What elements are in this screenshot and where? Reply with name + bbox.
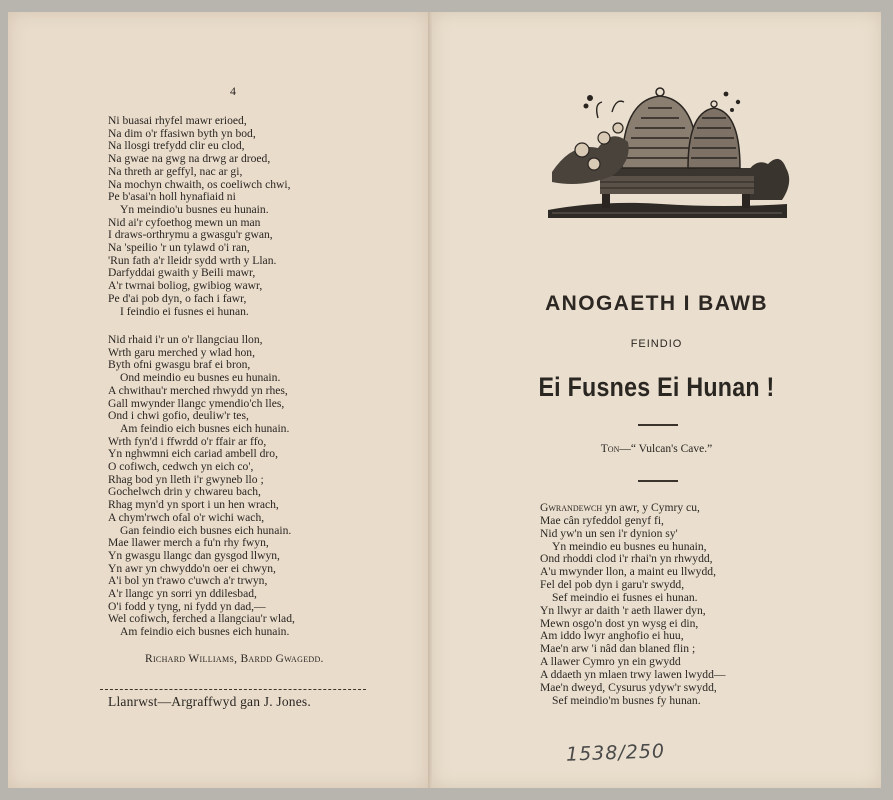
verse-line: Mewn osgo'n dost yn wysg ei din, bbox=[540, 616, 699, 630]
title-sub: FEINDIO bbox=[630, 338, 683, 350]
catalog-number: 1538/250 bbox=[565, 740, 666, 766]
verse-line: Ond i chwi gofio, deuliw'r tes, bbox=[108, 409, 249, 423]
tune-text: —“ Vulcan's Cave.” bbox=[619, 443, 713, 455]
short-rule-top bbox=[638, 424, 678, 426]
verse-line: A'r twrnai boliog, gwibiog wawr, bbox=[108, 279, 263, 293]
verse-line: Nid rhaid i'r un o'r llangciau llon, bbox=[108, 333, 263, 346]
verse-line: Ni buasai rhyfel mawr erioed, bbox=[108, 114, 247, 127]
verse-line: Byth ofni gwasgu braf ei bron, bbox=[108, 358, 251, 372]
verse-line: A'r llangc yn sorri yn ddilesbad, bbox=[108, 587, 257, 601]
beehive-vignette-icon bbox=[542, 72, 792, 222]
verse-line: Gall mwynder llangc ymendio'ch lles, bbox=[108, 396, 285, 410]
verse-line: Pe d'ai pob dyn, o fach i fawr, bbox=[108, 291, 247, 305]
verse-2 bbox=[108, 334, 408, 639]
printer-imprint: Llanrwst—Argraffwyd gan J. Jones. bbox=[108, 694, 311, 709]
verse-line: Rhag myn'd yn sport i un hen wrach, bbox=[108, 498, 279, 512]
verse-line: Sef meindio'm busnes fy hunan. bbox=[552, 693, 701, 707]
verse-line: Ond rhoddi clod i'r rhai'n yn rhwydd, bbox=[540, 552, 713, 566]
verse-line: Na llosgi trefydd clir eu clod, bbox=[108, 139, 245, 153]
verse-line: Yn meindio eu busnes eu hunain, bbox=[552, 539, 707, 553]
short-rule-bottom bbox=[638, 480, 678, 482]
verse-line: O cofiwch, cedwch yn eich co', bbox=[108, 460, 254, 474]
verse-line: A chwithau'r merched rhwydd yn rhes, bbox=[108, 383, 288, 397]
verse-line: Yn nghwmni eich cariad ambell dro, bbox=[108, 447, 278, 461]
verse-line: Mae'n dweyd, Cysurus ydyw'r swydd, bbox=[540, 680, 717, 694]
verse-line: Nid ai'r cyfoethog mewn un man bbox=[108, 215, 261, 229]
verse-line: Darfyddai gwaith y Beili mawr, bbox=[108, 266, 256, 280]
verse-line: Am feindio eich busnes eich hunain. bbox=[120, 625, 290, 639]
verse-line: I draws-orthrymu a gwasgu'r gwan, bbox=[108, 228, 273, 242]
title-big: Ei Fusnes Ei Hunan ! bbox=[538, 372, 775, 402]
verse-line: A chym'rwch ofal o'r wichi wach, bbox=[108, 510, 265, 524]
title-main: ANOGAETH I BAWB bbox=[545, 292, 768, 315]
verse-line: Fel del pob dyn i garu'r swydd, bbox=[540, 578, 685, 592]
right-page bbox=[432, 12, 881, 788]
verse-line: Na gwae na gwg na drwg ar droed, bbox=[108, 152, 271, 166]
verse-line: Mae llawer merch a fu'n rhy fwyn, bbox=[108, 536, 269, 550]
verse-line: Yn awr yn chwyddo'n oer ei chwyn, bbox=[108, 561, 276, 575]
verse-line: Yn llwyr ar daith 'r aeth llawer dyn, bbox=[540, 603, 706, 617]
verse-line: Pe b'asai'n holl hynafiaid ni bbox=[108, 190, 236, 204]
verse-line: A ddaeth yn mlaen trwy lawen lwydd— bbox=[540, 667, 726, 681]
verse-line: A'u mwynder llon, a maint eu llwydd, bbox=[540, 565, 716, 579]
verse-line: 'Run fath a'r lleidr sydd wrth y Llan. bbox=[108, 253, 277, 267]
verse-line: Gwrandewch yn awr, y Cymry cu, bbox=[540, 501, 700, 514]
tune-line bbox=[432, 443, 881, 455]
verse-1 bbox=[108, 115, 408, 318]
verse-line: Yn meindio'u busnes eu hunain. bbox=[120, 202, 269, 216]
verse-line: Yn gwasgu llangc dan gysgod llwyn, bbox=[108, 548, 280, 562]
verse-line: Na threth ar geffyl, nac ar gi, bbox=[108, 164, 243, 178]
verse-line: A llawer Cymro yn ein gwydd bbox=[540, 655, 681, 669]
verse-line: Wel cofiwch, ferched a llangciau'r wlad, bbox=[108, 612, 295, 626]
verse-line: Mae'n arw 'i nâd dan blaned flin ; bbox=[540, 642, 696, 656]
divider-rule bbox=[100, 689, 366, 690]
verse-line: Wrth garu merched y wlad hon, bbox=[108, 345, 255, 359]
verse-line: Ond meindio eu busnes eu hunain. bbox=[120, 371, 281, 385]
verse-line: Wrth fyn'd i ffwrdd o'r ffair ar ffo, bbox=[108, 434, 267, 448]
verse-line: Nid yw'n un sen i'r dynion sy' bbox=[540, 526, 678, 540]
tune-prefix: Ton bbox=[600, 443, 620, 455]
page-number: 4 bbox=[230, 84, 236, 98]
verse-line: Gochelwch drin y chwareu bach, bbox=[108, 485, 261, 499]
verse-line: Gan feindio eich busnes eich hunain. bbox=[120, 523, 292, 537]
verse-lead-word: Gwrandewch bbox=[540, 501, 603, 514]
verse-line: I feindio ei fusnes ei hunan. bbox=[120, 304, 249, 318]
verse-line: Na mochyn chwaith, os coeliwch chwi, bbox=[108, 177, 291, 191]
verse-line: Na dim o'r ffasiwn byth yn bod, bbox=[108, 126, 256, 140]
verse-line: Na 'speilio 'r un tylawd o'i ran, bbox=[108, 241, 250, 255]
left-page bbox=[8, 12, 428, 788]
verse-line: Rhag bod yn lleth i'r gwyneb llo ; bbox=[108, 472, 264, 486]
verse-line: O'i fodd y tyng, ni fydd yn dad,— bbox=[108, 599, 266, 613]
verse-line: Am feindio eich busnes eich hunain. bbox=[120, 421, 290, 435]
verse-line: Sef meindio ei fusnes ei hunan. bbox=[552, 590, 698, 604]
verse-line: Mae cân ryfeddol genyf fi, bbox=[540, 513, 664, 527]
verse-right bbox=[540, 502, 840, 708]
verse-line: A'i bol yn t'rawo c'uwch a'r trwyn, bbox=[108, 574, 268, 588]
author-signature: Richard Williams, Bardd Gwagedd. bbox=[145, 653, 324, 665]
verse-line: Am iddo lwyr anghofio ei huu, bbox=[540, 629, 684, 643]
